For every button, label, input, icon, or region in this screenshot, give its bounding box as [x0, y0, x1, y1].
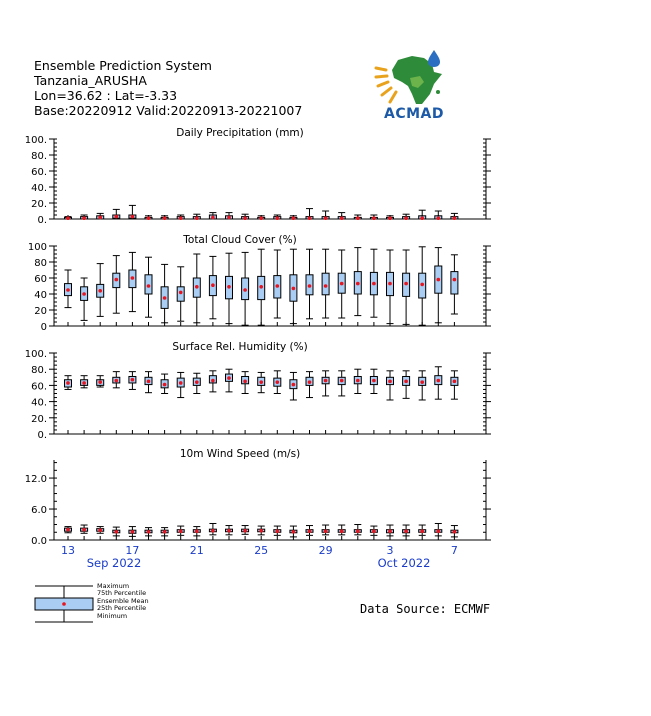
legend-labels — [97, 583, 149, 620]
mean-marker — [324, 284, 328, 288]
mean-marker — [259, 529, 263, 533]
y-tick-label: 80 — [34, 258, 47, 269]
mean-marker — [404, 529, 408, 533]
y-tick-label: 80. — [31, 151, 47, 162]
y-tick-label: 100. — [24, 135, 47, 146]
mean-marker — [404, 216, 408, 220]
mean-marker — [453, 530, 457, 534]
mean-marker — [195, 216, 199, 220]
mean-marker — [227, 529, 231, 533]
mean-marker — [324, 379, 328, 383]
y-tick-label: 0. — [37, 430, 47, 441]
y-tick-label: 100. — [24, 349, 47, 360]
mean-marker — [404, 380, 408, 384]
y-tick-label: 20. — [31, 413, 47, 425]
mean-marker — [259, 285, 263, 289]
data-source: Data Source: ECMWF — [360, 602, 491, 616]
coordinates: Lon=36.62 : Lat=-3.33 — [34, 88, 178, 103]
legend-p75: 75th Percentile — [97, 589, 147, 598]
mean-marker — [388, 216, 392, 220]
mean-marker — [211, 379, 215, 383]
mean-marker — [356, 379, 360, 383]
mean-marker — [147, 530, 151, 534]
panel-title: Surface Rel. Humidity (%) — [172, 341, 308, 353]
mean-marker — [308, 216, 312, 220]
mean-marker — [404, 282, 408, 286]
mean-marker — [66, 528, 70, 532]
y-tick-label: 0. — [37, 215, 47, 226]
mean-marker — [437, 216, 441, 220]
logo-text: ACMAD — [384, 106, 444, 122]
legend-p25: 25th Percentile — [97, 604, 147, 613]
mean-marker — [340, 216, 344, 220]
x-tick-label: 17 — [125, 544, 140, 557]
mean-marker — [147, 216, 151, 220]
mean-marker — [163, 216, 167, 220]
mean-marker — [82, 381, 86, 385]
x-tick-label: 29 — [318, 544, 333, 557]
mean-marker — [308, 529, 312, 533]
mean-marker — [98, 380, 102, 384]
y-tick-label: 40 — [34, 290, 47, 301]
mean-marker — [372, 529, 376, 533]
mean-marker — [227, 216, 231, 220]
iqr-box — [451, 272, 458, 294]
x-tick-label: 3 — [386, 544, 394, 557]
mean-marker — [227, 285, 231, 289]
mean-marker — [437, 529, 441, 533]
mean-marker — [453, 216, 457, 220]
mean-marker — [388, 529, 392, 533]
mean-marker — [453, 380, 457, 384]
mean-marker — [115, 215, 119, 219]
mean-marker — [437, 278, 441, 282]
mean-marker — [179, 216, 183, 220]
mean-marker — [227, 376, 231, 380]
y-tick-label: 20 — [34, 306, 47, 317]
mean-marker — [356, 529, 360, 533]
panel-title: 10m Wind Speed (m/s) — [179, 448, 301, 460]
y-tick-label: 0.0 — [31, 536, 47, 547]
mean-marker — [420, 283, 424, 287]
y-tick-label: 6.0 — [31, 505, 47, 517]
y-tick-label: 12.0 — [24, 474, 47, 486]
mean-marker — [324, 216, 328, 220]
mean-marker — [388, 380, 392, 384]
mean-marker — [195, 380, 199, 384]
mean-marker — [163, 530, 167, 534]
mean-marker — [276, 284, 280, 288]
y-tick-label: 0 — [40, 322, 47, 333]
mean-marker — [292, 287, 296, 291]
mean-marker — [340, 529, 344, 533]
y-tick-label: 100 — [27, 242, 47, 253]
mean-marker — [259, 216, 263, 220]
mean-marker — [259, 380, 263, 384]
mean-marker — [131, 530, 135, 534]
y-tick-label: 60. — [31, 167, 47, 178]
mean-marker — [115, 379, 119, 383]
mean-marker — [420, 216, 424, 220]
mean-marker — [98, 528, 102, 532]
mean-marker — [356, 216, 360, 220]
iqr-box — [322, 273, 329, 295]
mean-marker — [372, 216, 376, 220]
x-tick-label: 25 — [254, 544, 269, 557]
location-name: Tanzania_ARUSHA — [34, 73, 147, 88]
mean-marker — [243, 288, 247, 292]
mean-marker — [179, 529, 183, 533]
panel-title: Total Cloud Cover (%) — [183, 234, 297, 246]
mean-marker — [308, 380, 312, 384]
legend-mean-marker — [62, 602, 66, 606]
mean-marker — [453, 278, 457, 282]
mean-marker — [324, 529, 328, 533]
mean-marker — [292, 530, 296, 534]
legend-maximum: Maximum — [97, 582, 130, 590]
mean-marker — [98, 289, 102, 293]
mean-marker — [131, 378, 135, 382]
x-tick-label: 7 — [450, 544, 458, 557]
mean-marker — [372, 379, 376, 383]
mean-marker — [388, 282, 392, 286]
mean-marker — [66, 216, 70, 220]
mean-marker — [243, 529, 247, 533]
x-tick-label: 21 — [189, 544, 204, 557]
panel-title: Daily Precipitation (mm) — [176, 127, 304, 139]
mean-marker — [356, 282, 360, 286]
mean-marker — [437, 379, 441, 383]
y-tick-label: 40. — [31, 183, 47, 194]
mean-marker — [243, 380, 247, 384]
mean-marker — [163, 383, 167, 387]
mean-marker — [82, 528, 86, 532]
mean-marker — [66, 288, 70, 292]
mean-marker — [276, 216, 280, 220]
y-tick-label: 60. — [31, 381, 47, 393]
y-tick-label: 40. — [31, 397, 47, 409]
mean-marker — [211, 283, 215, 287]
mean-marker — [147, 380, 151, 384]
mean-marker — [115, 530, 119, 534]
legend-mean: Ensemble Mean — [97, 596, 149, 605]
legend-minimum: Minimum — [97, 611, 128, 620]
month-label-sep: Sep 2022 — [86, 556, 142, 570]
mean-marker — [372, 282, 376, 286]
mean-marker — [82, 216, 86, 220]
mean-marker — [131, 276, 135, 280]
mean-marker — [420, 529, 424, 533]
x-tick-label: 13 — [61, 544, 75, 557]
mean-marker — [195, 285, 199, 289]
mean-marker — [131, 215, 135, 219]
mean-marker — [66, 381, 70, 385]
mean-marker — [276, 380, 280, 384]
mean-marker — [292, 383, 296, 387]
mean-marker — [340, 379, 344, 383]
mean-marker — [115, 278, 119, 282]
mean-marker — [163, 296, 167, 300]
y-tick-label: 60 — [34, 274, 47, 285]
mean-marker — [179, 381, 183, 385]
mean-marker — [292, 216, 296, 220]
mean-marker — [147, 284, 151, 288]
mean-marker — [308, 284, 312, 288]
y-tick-label: 80. — [31, 365, 47, 377]
mean-marker — [420, 380, 424, 384]
mean-marker — [211, 529, 215, 533]
mean-marker — [179, 291, 183, 295]
mean-marker — [276, 529, 280, 533]
month-label-oct: Oct 2022 — [377, 556, 431, 570]
system-title: Ensemble Prediction System — [34, 58, 212, 73]
base-valid-dates: Base:20220912 Valid:20220913-20221007 — [34, 103, 303, 118]
mean-marker — [243, 216, 247, 220]
mean-marker — [211, 216, 215, 220]
mean-marker — [82, 292, 86, 296]
mean-marker — [340, 282, 344, 286]
mean-marker — [98, 216, 102, 220]
y-tick-label: 20. — [31, 199, 47, 210]
mean-marker — [195, 529, 199, 533]
